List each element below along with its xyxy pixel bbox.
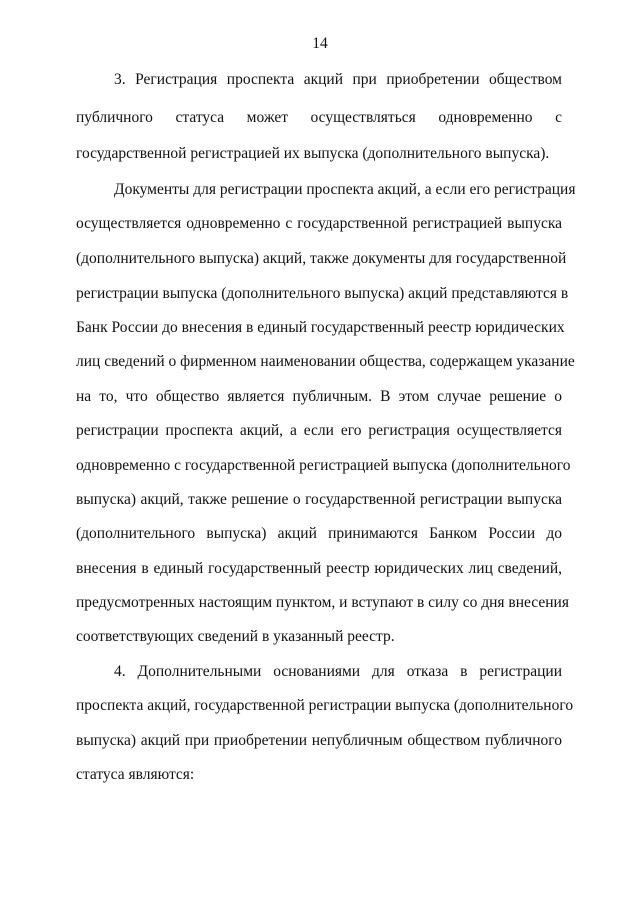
paragraph-3-line-3: государственной регистрацией их выпуска (дополнительного выпуска). <box>76 145 550 162</box>
paragraph-4-line-3: выпуска) акций при приобретении непубличным обществом публичного <box>76 732 562 749</box>
paragraph-4-line-4: статуса являются: <box>76 766 195 783</box>
paragraph-documents-line-14: соответствующих сведений в указанный реестр. <box>76 628 395 645</box>
paragraph-documents-line-10: выпуска) акций, также решение о государственной регистрации выпуска <box>76 491 562 508</box>
paragraph-documents-line-2: осуществляется одновременно с государственной регистрацией выпуска <box>76 215 562 232</box>
paragraph-documents-line-13: предусмотренных настоящим пунктом, и вступают в силу со дня внесения <box>76 594 569 611</box>
paragraph-documents-line-11: (дополнительного выпуска) акций принимаются Банком России до <box>76 525 562 542</box>
paragraph-documents-line-3: (дополнительного выпуска) акций, также документы для государственной <box>76 250 567 267</box>
paragraph-documents-line-5: Банк России до внесения в единый государственный реестр юридических <box>76 319 565 336</box>
paragraph-documents-line-8: регистрации проспекта акций, а если его регистрация осуществляется <box>76 422 562 439</box>
paragraph-4-line-1: 4. Дополнительными основаниями для отказа в регистрации <box>114 663 562 680</box>
paragraph-3-line-2: публичного статуса может осуществляться одновременно с <box>76 109 562 126</box>
paragraph-documents-line-12: внесения в единый государственный реестр юридических лиц сведений, <box>76 560 562 577</box>
paragraph-3-line-1: 3. Регистрация проспекта акций при приобретении обществом <box>114 71 562 88</box>
page-number: 14 <box>312 35 328 52</box>
paragraph-documents-line-9: одновременно с государственной регистрацией выпуска (дополнительного <box>76 457 571 474</box>
paragraph-documents-line-1: Документы для регистрации проспекта акций, а если его регистрация <box>114 181 576 198</box>
paragraph-4-line-2: проспекта акций, государственной регистрации выпуска (дополнительного <box>76 697 574 714</box>
paragraph-documents-line-6: лиц сведений о фирменном наименовании общества, содержащем указание <box>76 353 575 370</box>
paragraph-documents-line-7: на то, что общество является публичным. В этом случае решение о <box>76 388 562 405</box>
paragraph-documents-line-4: регистрации выпуска (дополнительного выпуска) акций представляются в <box>76 285 569 302</box>
